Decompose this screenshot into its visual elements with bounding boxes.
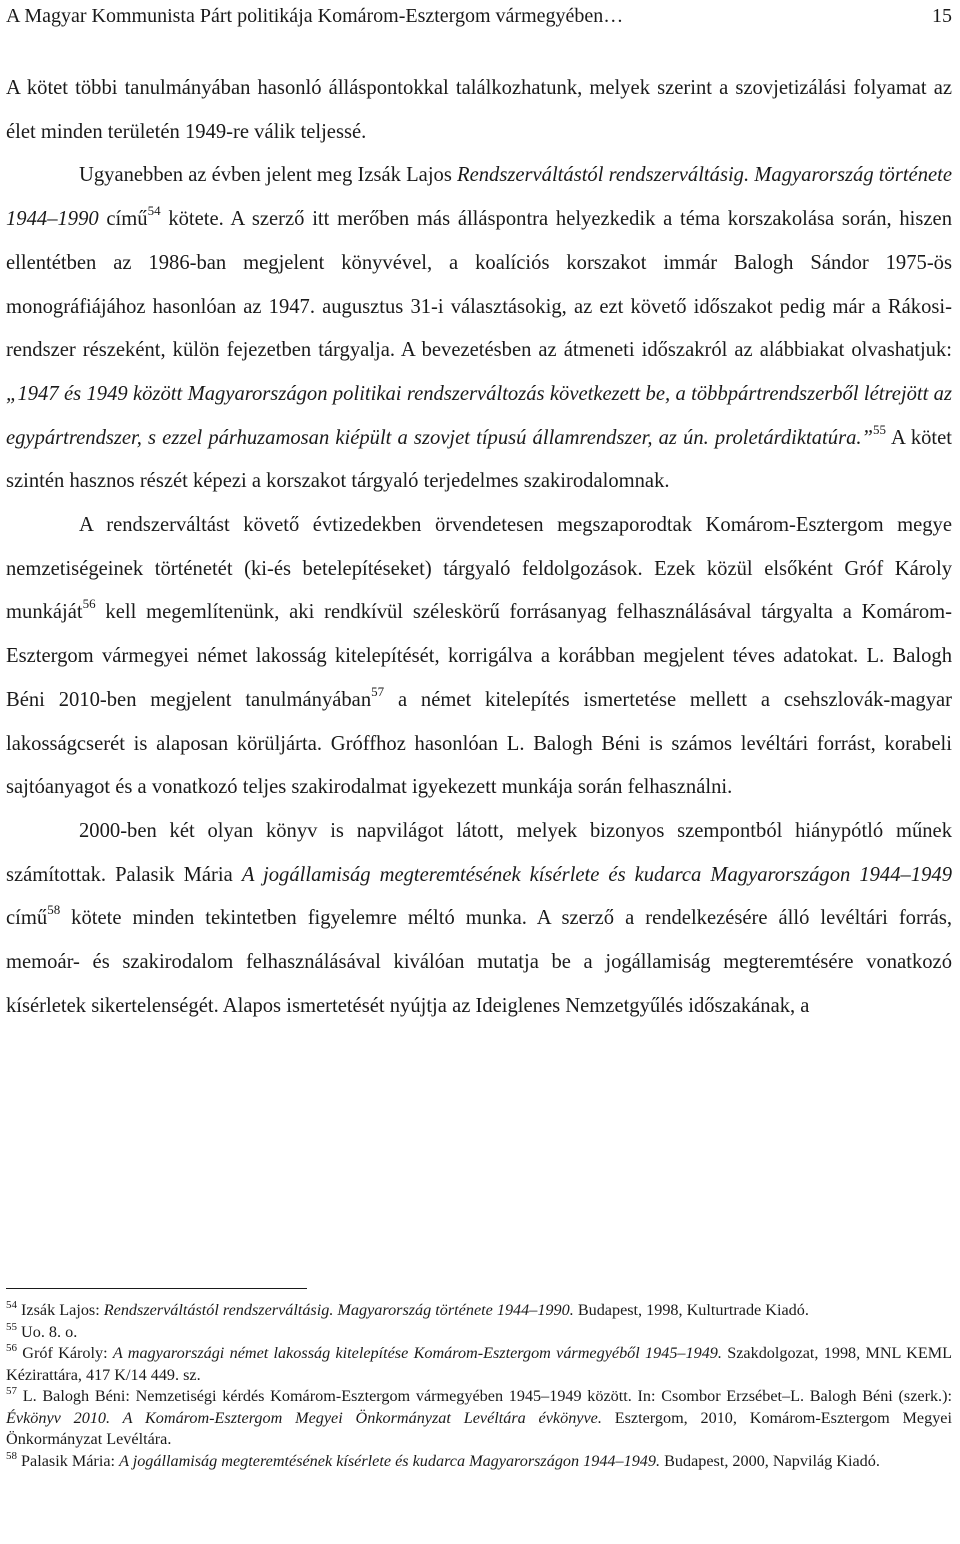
italic-text: „1947 és 1949 között Magyarországon politikai rendszerváltozás következett be, a többpártrendszerből létrejött az egypártrendszer, s ezzel párhuzamosan kiépült a szovjet típusú államrendszer, az ún. proletárdiktatúra.” (6, 382, 952, 449)
text-run: A kötet szintén hasznos részét képezi a korszakot tárgyaló terjedelmes szakirodalomnak. (6, 426, 952, 493)
text-run: 2000-ben két olyan könyv is napvilágot látott, melyek bizonyos szempontból hiánypótló műnek számítottak. Palasik Mária (6, 819, 952, 886)
footnote (6, 1322, 952, 1344)
footnote (6, 1297, 952, 1322)
text-run: című (6, 907, 48, 930)
text-run: kötete. A szerző itt merőben más álláspontra helyezkedik a téma korszakolása során, hiszen ellentétben az 1986-ban megjelent könyvével, a koalíciós korszakot immár Balogh Sándor 1975-ös monográfiájához hasonlóan az 1947. augusztus 31-i választásokig, az ezt követő időszakot pedig már a Rákosi-rendszer részeként, külön fejezetben tárgyalja. A bevezetésben az átmeneti időszakról az alábbiakat olvashatjuk: (6, 208, 952, 362)
footnote-ref: 57 (371, 683, 385, 699)
running-header-title: A Magyar Kommunista Párt politikája Komárom-Esztergom vármegyében… (6, 5, 624, 27)
text-run: Budapest, 2000, Napvilág Kiadó. (660, 1451, 880, 1470)
footnote-ref: 55 (872, 421, 886, 437)
footnote-ref: 56 (82, 596, 96, 612)
footnote-ref: 57 (6, 1385, 17, 1397)
paragraph (6, 154, 952, 504)
footnote-ref: 58 (6, 1449, 17, 1462)
text-run: A kötet többi tanulmányában hasonló álláspontokkal találkozhatunk, melyek szerint a szovjetizálási folyamat az élet minden területén 1949-re válik teljessé. (6, 77, 952, 143)
footnote-separator (6, 1288, 307, 1289)
text-run: című (98, 208, 148, 231)
italic-text: A jogállamiság megteremtésének kísérlete és kudarca Magyarországon 1944–1949 (241, 863, 952, 886)
text-run: Esztergom, 2010, Komárom-Esztergom Megyei Önkormányzat Levéltára. (6, 1408, 952, 1448)
footnote (6, 1451, 952, 1473)
text-run: kötete minden tekintetben figyelemre méltó munka. A szerző a rendelkezésére álló levéltári forrás, memoár- és szakirodalom felhasználásával kiválóan mutatja be a jogállamiság megteremtésére vonatkozó kísérletek sikertelenségét. Alapos ismertetését nyújtja az Ideiglenes Nemzetgyűlés időszakának, a (6, 907, 952, 1017)
text-run: Palasik Mária: (17, 1451, 120, 1470)
footnote-ref: 56 (6, 1342, 17, 1354)
italic-text: A magyarországi német lakosság kitelepítése Komárom-Esztergom vármegyéből 1945–1949. (112, 1344, 722, 1362)
paragraph (6, 810, 952, 1029)
text-run: kell megemlítenünk, aki rendkívül széleskörű forrásanyag felhasználásával tárgyalta a Komárom-Esztergom vármegyei német lakosság kitelepítését, korrigálva a korábban megjelent téves adatokat. L. Balogh Béni 2010-ben megjelent tanulmányában (6, 601, 952, 711)
text-run: Szakdolgozat, 1998, MNL KEML Kézirattára, 417 K/14 449. sz. (6, 1344, 952, 1384)
footnote (6, 1343, 952, 1386)
text-run: Ugyanebben az évben jelent meg Izsák Lajos (79, 164, 458, 187)
text-run: Izsák Lajos: (17, 1301, 104, 1319)
footnote-ref: 54 (147, 203, 161, 219)
footnote-ref: 58 (47, 902, 61, 918)
footnote (6, 1386, 952, 1451)
text-run: Gróf Károly: (17, 1344, 113, 1362)
italic-text: A jogállamiság megteremtésének kísérlete és kudarca Magyarországon 1944–1949. (119, 1451, 661, 1470)
page-number: 15 (932, 5, 952, 27)
main-body-text (6, 67, 952, 1028)
text-run: Uo. 8. o. (17, 1322, 78, 1341)
paragraph (6, 67, 952, 154)
text-run: L. Balogh Béni: Nemzetiségi kérdés Komárom-Esztergom vármegyében 1945–1949 között. In: Csombor Erzsébet–L. Balogh Béni (szerk.): (17, 1387, 952, 1405)
paragraph (6, 504, 952, 810)
footnote-ref: 55 (6, 1320, 17, 1333)
text-run: Budapest, 1998, Kulturtrade Kiadó. (573, 1301, 809, 1319)
running-header (6, 2, 952, 30)
text-run: a német kitelepítés ismertetése mellett a csehszlovák-magyar lakosságcserét is alaposan körüljárta. Gróffhoz hasonlóan L. Balogh Béni is számos levéltári forrást, korabeli sajtóanyagot és a vonatkozó teljes szakirodalmat igyekezett munkája során felhasználni. (6, 688, 952, 799)
text-run: A rendszerváltást követő évtizedekben örvendetesen megszaporodtak Komárom-Esztergom megye nemzetiségeinek történetét (ki-és betelepítéseket) tárgyaló feldolgozások. Ezek közül elsőként Gróf Károly munkáját (6, 514, 952, 624)
italic-text: Évkönyv 2010. A Komárom-Esztergom Megyei Önkormányzat Levéltára évkönyve. (6, 1408, 602, 1427)
italic-text: Rendszerváltástól rendszerváltásig. Magyarország története 1944–1990 (6, 164, 952, 231)
footnote-ref: 54 (6, 1299, 17, 1311)
footnotes (6, 1297, 952, 1472)
italic-text: Rendszerváltástól rendszerváltásig. Magyarország története 1944–1990. (103, 1301, 574, 1319)
